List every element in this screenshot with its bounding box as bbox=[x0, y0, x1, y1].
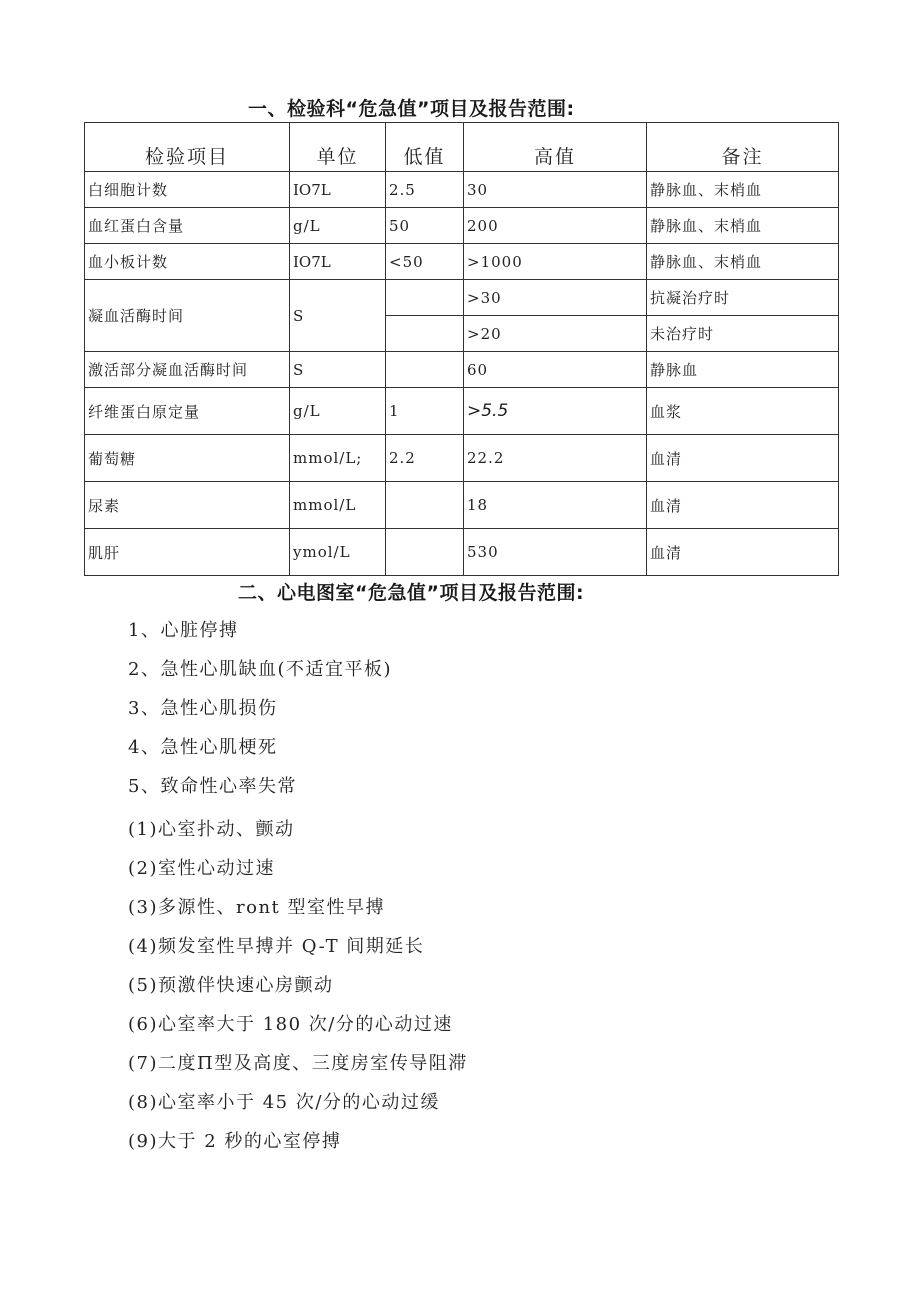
cell-high: >20 bbox=[464, 316, 647, 352]
cell-unit: mmol/L; bbox=[290, 435, 386, 482]
list-item: 5、致命性心率失常 bbox=[128, 776, 297, 797]
list-item: 2、急性心肌缺血(不适宜平板) bbox=[128, 659, 392, 680]
cell-low: 50 bbox=[386, 208, 464, 244]
table-row bbox=[85, 435, 839, 482]
table-row bbox=[85, 352, 839, 388]
list-item: (6)心室率大于 180 次/分的心动过速 bbox=[128, 1014, 453, 1035]
header-unit: 单位 bbox=[290, 123, 386, 172]
table-row bbox=[85, 482, 839, 529]
cell-low bbox=[386, 482, 464, 529]
table-header-row bbox=[85, 123, 839, 172]
table-row bbox=[85, 244, 839, 280]
table-row bbox=[85, 388, 839, 435]
list-item: 3、急性心肌损伤 bbox=[128, 698, 278, 719]
list-item: (1)心室扑动、颤动 bbox=[128, 819, 295, 840]
cell-item: 尿素 bbox=[85, 482, 290, 529]
list-item: (2)室性心动过速 bbox=[128, 858, 275, 879]
cell-note: 静脉血 bbox=[647, 352, 839, 388]
critical-value-table bbox=[84, 122, 839, 576]
cell-item: 血小板计数 bbox=[85, 244, 290, 280]
cell-item: 纤维蛋白原定量 bbox=[85, 388, 290, 435]
list-item: (9)大于 2 秒的心室停搏 bbox=[128, 1131, 342, 1152]
cell-unit: IO7L bbox=[290, 172, 386, 208]
list-item: (8)心室率小于 45 次/分的心动过缓 bbox=[128, 1092, 440, 1113]
cell-item: 凝血活酶时间 bbox=[85, 280, 290, 352]
cell-note: 未治疗时 bbox=[647, 316, 839, 352]
cell-note: 血清 bbox=[647, 435, 839, 482]
cell-high: 530 bbox=[464, 529, 647, 576]
cell-high: 30 bbox=[464, 172, 647, 208]
section-title-lab: 一、检验科“危急值”项目及报告范围: bbox=[248, 98, 575, 120]
cell-high: >5.5 bbox=[464, 388, 647, 435]
cell-high: 18 bbox=[464, 482, 647, 529]
cell-low: 2.5 bbox=[386, 172, 464, 208]
cell-item: 肌肝 bbox=[85, 529, 290, 576]
cell-note: 静脉血、末梢血 bbox=[647, 172, 839, 208]
cell-low: <50 bbox=[386, 244, 464, 280]
cell-high: >1000 bbox=[464, 244, 647, 280]
cell-high: 200 bbox=[464, 208, 647, 244]
cell-unit: IO7L bbox=[290, 244, 386, 280]
table-row bbox=[85, 529, 839, 576]
header-note: 备注 bbox=[647, 123, 839, 172]
cell-unit: ymol/L bbox=[290, 529, 386, 576]
list-item: 4、急性心肌梗死 bbox=[128, 737, 278, 758]
list-item: 1、心脏停搏 bbox=[128, 620, 239, 641]
list-item: (5)预激伴快速心房颤动 bbox=[128, 975, 334, 996]
table-row bbox=[85, 208, 839, 244]
cell-low bbox=[386, 280, 464, 316]
cell-item: 激活部分凝血活酶时间 bbox=[85, 352, 290, 388]
cell-note: 抗凝治疗时 bbox=[647, 280, 839, 316]
cell-high: 22.2 bbox=[464, 435, 647, 482]
cell-note: 血清 bbox=[647, 482, 839, 529]
cell-unit: S bbox=[290, 280, 386, 352]
table-row bbox=[85, 280, 839, 316]
cell-note: 静脉血、末梢血 bbox=[647, 208, 839, 244]
cell-item: 葡萄糖 bbox=[85, 435, 290, 482]
section-title-ecg: 二、心电图室“危急值”项目及报告范围: bbox=[238, 582, 585, 604]
header-low: 低值 bbox=[386, 123, 464, 172]
header-item: 检验项目 bbox=[85, 123, 290, 172]
cell-item: 白细胞计数 bbox=[85, 172, 290, 208]
cell-note: 血清 bbox=[647, 529, 839, 576]
cell-low bbox=[386, 529, 464, 576]
list-item: (3)多源性、ront 型室性早搏 bbox=[128, 897, 385, 918]
cell-unit: S bbox=[290, 352, 386, 388]
cell-low bbox=[386, 316, 464, 352]
cell-high: 60 bbox=[464, 352, 647, 388]
cell-unit: g/L bbox=[290, 388, 386, 435]
cell-note: 血浆 bbox=[647, 388, 839, 435]
table-row bbox=[85, 172, 839, 208]
list-item: (4)频发室性早搏并 Q-T 间期延长 bbox=[128, 936, 425, 957]
header-high: 高值 bbox=[464, 123, 647, 172]
cell-unit: mmol/L bbox=[290, 482, 386, 529]
list-item: (7)二度Π型及高度、三度房室传导阻滞 bbox=[128, 1053, 468, 1074]
cell-low bbox=[386, 352, 464, 388]
cell-unit: g/L bbox=[290, 208, 386, 244]
cell-low: 1 bbox=[386, 388, 464, 435]
cell-note: 静脉血、末梢血 bbox=[647, 244, 839, 280]
cell-low: 2.2 bbox=[386, 435, 464, 482]
cell-high: >30 bbox=[464, 280, 647, 316]
cell-item: 血红蛋白含量 bbox=[85, 208, 290, 244]
ecg-criteria-list bbox=[128, 616, 468, 1166]
